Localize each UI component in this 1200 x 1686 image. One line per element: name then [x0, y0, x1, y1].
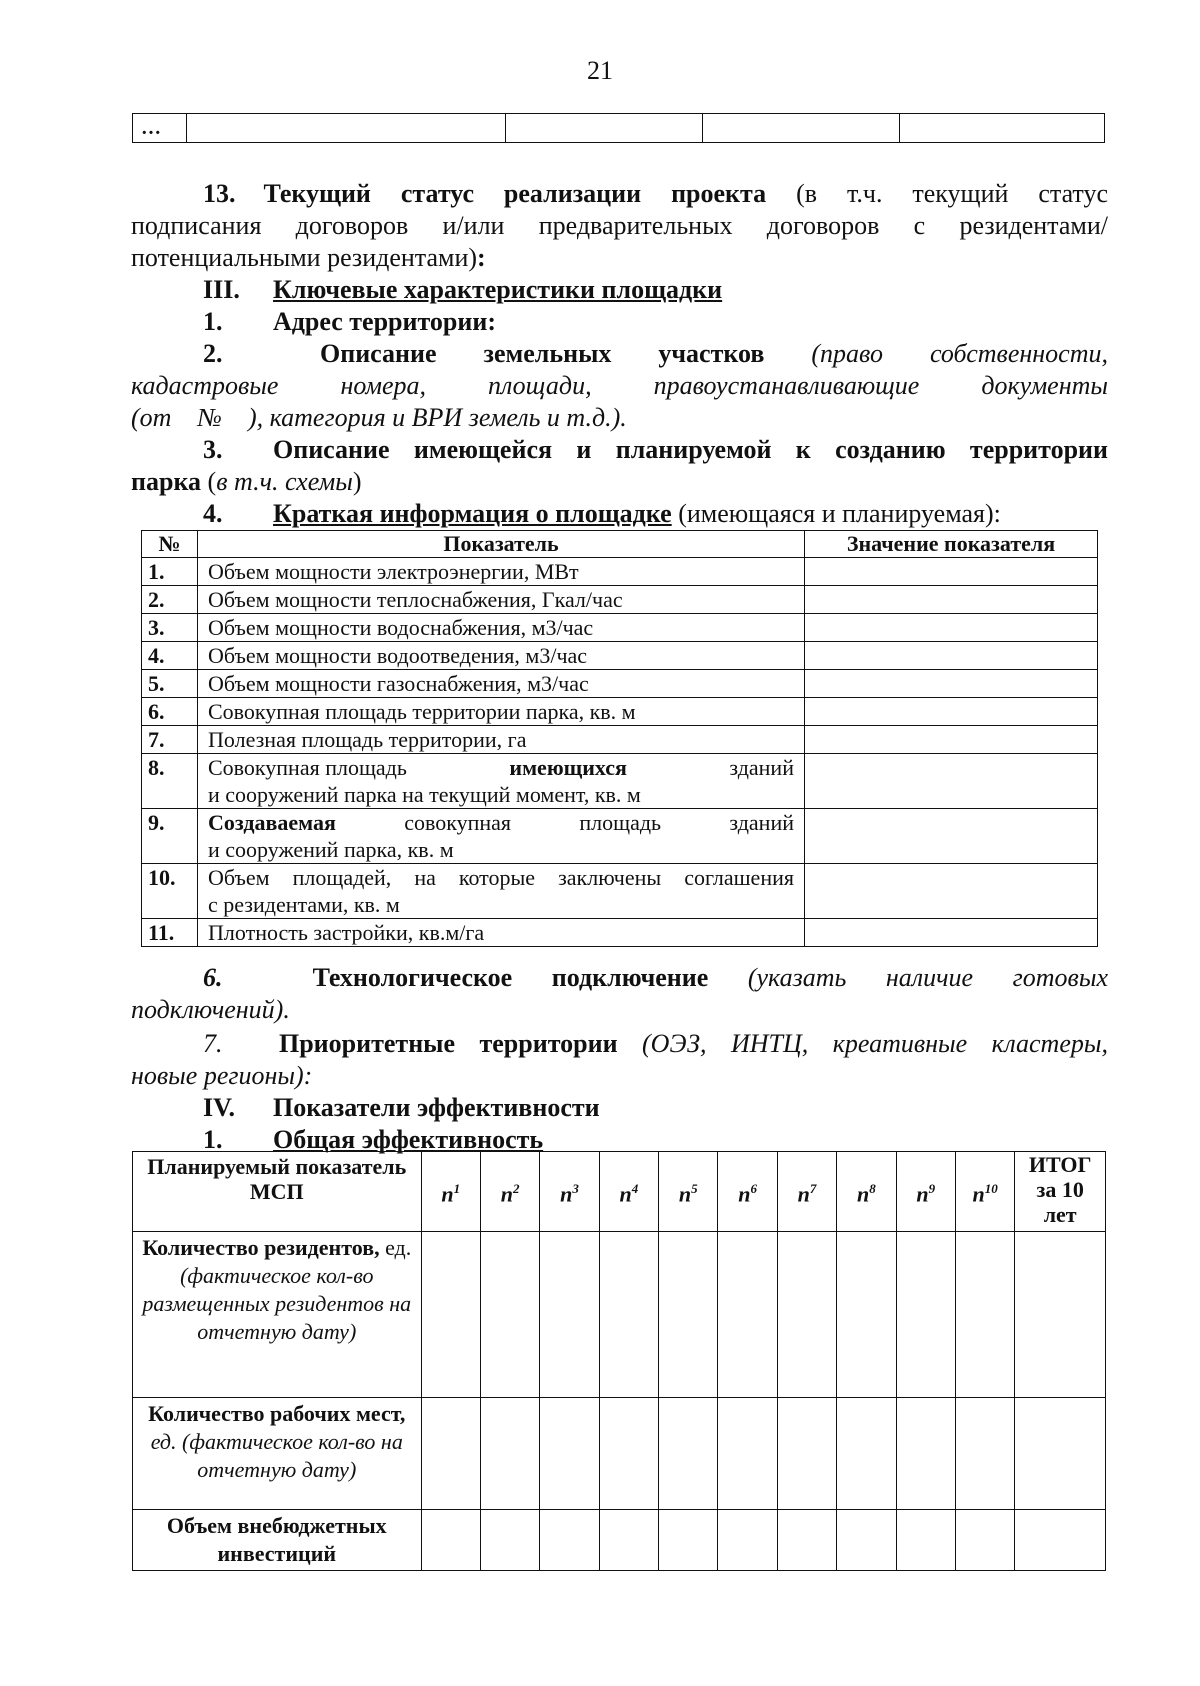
section-6-7	[131, 962, 1108, 1156]
item-land-line2: кадастровые номера, площади, правоустанавливающие документы	[131, 371, 1108, 400]
page-number: 21	[587, 56, 613, 85]
period-header: $n^7$	[777, 1152, 836, 1232]
section-iii-title: Ключевые характеристики площадки	[273, 275, 723, 304]
item-site-info: 4. Краткая информация о площадке (имеющаяся и планируемая):	[203, 499, 1001, 528]
table-row: 9. Создаваемая совокупная площадь зданий и сооружений парка, кв. м	[142, 809, 1098, 864]
item-address: 1. Адрес территории:	[203, 307, 497, 336]
period-header: $n^4$	[599, 1152, 658, 1232]
item-land-line1: 2. Описание земельных участков (право собственности,	[203, 339, 1108, 368]
total-header: ИТОГ за 10 лет	[1015, 1152, 1106, 1232]
section-13-line1: 13. Текущий статус реализации проекта (в т.ч. текущий статус	[203, 179, 1108, 208]
section-iii-heading: III. Ключевые характеристики площадки	[203, 275, 723, 304]
section-13-line2: подписания договоров и/или предварительных договоров с резидентами/	[131, 211, 1108, 240]
table-cell	[506, 114, 703, 143]
value-cell	[805, 670, 1098, 698]
section-7-line2: новые регионы):	[131, 1061, 313, 1090]
item-park-line1: 3. Описание имеющейся и планируемой к созданию территории	[203, 435, 1108, 464]
table-row: 4. Объем мощности водоотведения, м3/час	[142, 642, 1098, 670]
section-number: 13.	[203, 179, 236, 208]
period-header: $n^6$	[718, 1152, 777, 1232]
value-cell	[805, 726, 1098, 754]
period-header: $n^3$	[540, 1152, 599, 1232]
continued-table	[132, 113, 1105, 143]
period-header: $n^9$	[896, 1152, 955, 1232]
column-header: Планируемый показатель МСП	[133, 1152, 422, 1232]
section-6-line1: 6. Технологическое подключение (указать наличие готовых	[203, 963, 1108, 992]
table-row: 10. Объем площадей, на которые заключены соглашения с резидентами, кв. м	[142, 864, 1098, 919]
table-row: 5. Объем мощности газоснабжения, м3/час	[142, 670, 1098, 698]
column-header: Значение показателя	[805, 531, 1098, 558]
value-cell	[805, 864, 1098, 919]
table-cell	[703, 114, 900, 143]
section-13	[131, 178, 1108, 274]
table-row: 11. Плотность застройки, кв.м/га	[142, 919, 1098, 947]
table-row: 6. Совокупная площадь территории парка, кв. м	[142, 698, 1098, 726]
period-header: $n^2$	[480, 1152, 539, 1232]
section-6-line2: подключений).	[131, 995, 290, 1024]
period-header: $n^{10}$	[955, 1152, 1014, 1232]
column-header: Показатель	[198, 531, 805, 558]
item-land-line3: (от № ), категория и ВРИ земель и т.д.).	[131, 403, 627, 432]
column-header: №	[142, 531, 198, 558]
section-13-line3: потенциальными резидентами):	[131, 243, 486, 272]
value-cell	[805, 809, 1098, 864]
table-row: 7. Полезная площадь территории, га	[142, 726, 1098, 754]
period-header: $n^8$	[837, 1152, 896, 1232]
value-cell	[805, 698, 1098, 726]
table-cell	[900, 114, 1105, 143]
section-iv-heading: IV. Показатели эффективности	[203, 1093, 600, 1122]
section-title: Текущий статус реализации проекта	[263, 179, 767, 208]
table-cell	[187, 114, 506, 143]
efficiency-table	[132, 1151, 1106, 1571]
table-header-row	[142, 531, 1098, 558]
table-cell: …	[133, 114, 187, 143]
table-row: 1. Объем мощности электроэнергии, МВт	[142, 558, 1098, 586]
table-row: 3. Объем мощности водоснабжения, м3/час	[142, 614, 1098, 642]
section-7-line1: 7. Приоритетные территории (ОЭЗ, ИНТЦ, креативные кластеры,	[203, 1029, 1108, 1058]
value-cell	[805, 642, 1098, 670]
site-indicators-table	[141, 530, 1098, 947]
section-iii	[131, 274, 1108, 530]
table-row: Количество резидентов, ед. (фактическое кол-во размещенных резидентов на отчетную дату)	[133, 1232, 1106, 1398]
table-header-row	[133, 1152, 1106, 1232]
value-cell	[805, 754, 1098, 809]
item-park-line2: парка (в т.ч. схемы)	[131, 467, 362, 496]
value-cell	[805, 919, 1098, 947]
section-iv-item1: 1. Общая эффективность	[203, 1125, 544, 1154]
value-cell	[805, 558, 1098, 586]
period-header: $n^1$	[421, 1152, 480, 1232]
table-row: Объем внебюджетных инвестиций	[133, 1510, 1106, 1571]
table-row: 2. Объем мощности теплоснабжения, Гкал/час	[142, 586, 1098, 614]
value-cell	[805, 614, 1098, 642]
table-row: Количество рабочих мест, ед. (фактическое кол-во на отчетную дату)	[133, 1398, 1106, 1510]
table-row: 8. Совокупная площадь имеющихся зданий и сооружений парка на текущий момент, кв. м	[142, 754, 1098, 809]
period-header: $n^5$	[659, 1152, 718, 1232]
value-cell	[805, 586, 1098, 614]
